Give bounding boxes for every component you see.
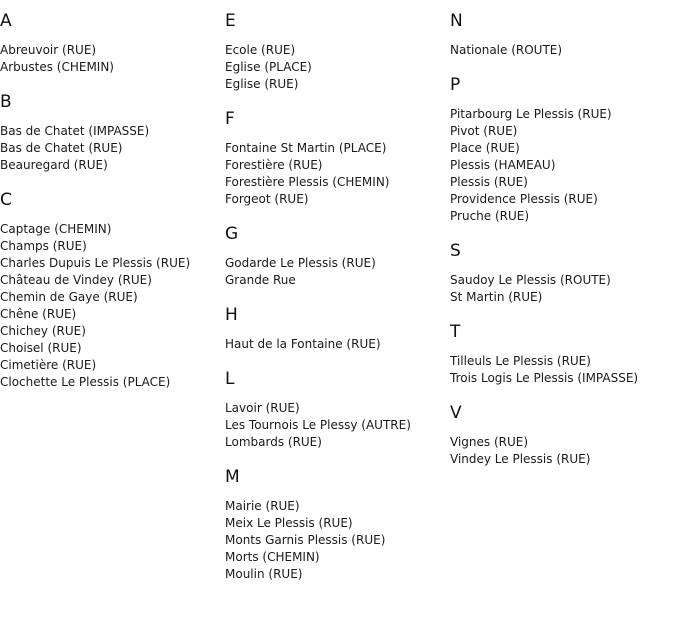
letter-section [225,466,445,583]
street-name: Pruche (RUE) [450,209,530,223]
street-name: Charles Dupuis Le Plessis (RUE) [0,256,191,270]
section-letter-heading: H [225,305,238,325]
street-name: Fontaine St Martin (PLACE) [225,141,387,155]
street-name: Chichey (RUE) [0,324,86,338]
street-name: Vignes (RUE) [450,435,529,449]
street-name: Chemin de Gaye (RUE) [0,290,138,304]
street-name: Meix Le Plessis (RUE) [225,516,353,530]
street-name: Trois Logis Le Plessis (IMPASSE) [450,371,639,385]
street-name: Lavoir (RUE) [225,401,300,415]
street-name: Mairie (RUE) [225,499,300,513]
letter-section [0,189,220,391]
section-letter-heading: S [450,241,461,261]
street-name: Eglise (PLACE) [225,60,312,74]
street-name: Clochette Le Plessis (PLACE) [0,375,171,389]
street-name: Moulin (RUE) [225,567,303,581]
section-letter-heading: A [0,11,12,31]
street-name: Château de Vindey (RUE) [0,273,152,287]
street-name: Providence Plessis (RUE) [450,192,598,206]
section-letter-heading: M [225,467,240,487]
street-name: Haut de la Fontaine (RUE) [225,337,381,351]
letter-section [450,10,675,59]
street-name: Forestière (RUE) [225,158,323,172]
letter-section [0,91,220,174]
street-name: Les Tournois Le Plessy (AUTRE) [225,418,411,432]
street-name: Morts (CHEMIN) [225,550,320,564]
street-name: Abreuvoir (RUE) [0,43,97,57]
letter-section [225,368,445,451]
street-name: Pivot (RUE) [450,124,518,138]
street-name: Beauregard (RUE) [0,158,108,172]
street-name: Tilleuls Le Plessis (RUE) [450,354,591,368]
letter-section [450,240,675,306]
street-name: Saudoy Le Plessis (ROUTE) [450,273,611,287]
street-name: Forgeot (RUE) [225,192,309,206]
street-name: Monts Garnis Plessis (RUE) [225,533,386,547]
letter-section [225,10,445,93]
section-letter-heading: B [0,92,12,112]
letter-section [0,10,220,76]
street-name: Bas de Chatet (RUE) [0,141,123,155]
street-name: Forestière Plessis (CHEMIN) [225,175,390,189]
street-name: Vindey Le Plessis (RUE) [450,452,591,466]
street-name: Grande Rue [225,273,296,287]
street-name: Ecole (RUE) [225,43,296,57]
letter-section [225,304,445,353]
street-name: Godarde Le Plessis (RUE) [225,256,376,270]
street-name: Plessis (HAMEAU) [450,158,556,172]
street-name: Pitarbourg Le Plessis (RUE) [450,107,612,121]
section-letter-heading: L [225,369,235,389]
street-name: Place (RUE) [450,141,520,155]
street-index-column-1 [0,10,220,406]
street-name: Plessis (RUE) [450,175,528,189]
street-name: St Martin (RUE) [450,290,543,304]
letter-section [450,321,675,387]
street-name: Lombards (RUE) [225,435,322,449]
section-letter-heading: T [450,322,461,342]
letter-section [225,223,445,289]
section-letter-heading: N [450,11,463,31]
section-letter-heading: E [225,11,236,31]
section-letter-heading: C [0,190,12,210]
section-letter-heading: P [450,75,461,95]
street-name: Choisel (RUE) [0,341,82,355]
letter-section [225,108,445,208]
section-letter-heading: G [225,224,239,244]
street-name: Eglise (RUE) [225,77,299,91]
letter-section [450,402,675,468]
street-name: Cimetière (RUE) [0,358,97,372]
street-index-column-3 [450,10,675,483]
street-name: Arbustes (CHEMIN) [0,60,114,74]
street-name: Champs (RUE) [0,239,87,253]
street-name: Bas de Chatet (IMPASSE) [0,124,150,138]
street-index-column-2 [225,10,445,598]
street-name: Chêne (RUE) [0,307,77,321]
street-name: Nationale (ROUTE) [450,43,563,57]
section-letter-heading: V [450,403,462,423]
letter-section [450,74,675,225]
section-letter-heading: F [225,109,235,129]
street-name: Captage (CHEMIN) [0,222,112,236]
